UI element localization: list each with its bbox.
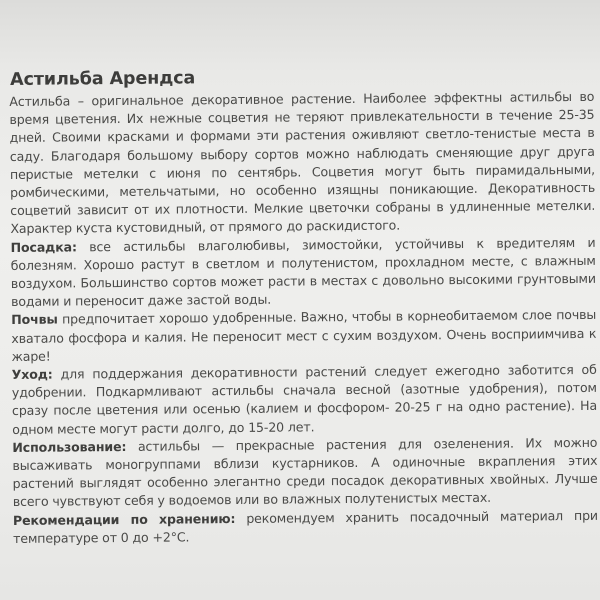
usage-text: астильбы — прекрасные растения для озеленения. Их можно высаживать моногруппами вблизи кустарников. А одиночные вкрапления этих растений выглядят особенно элегантно среди посадок декоративных хвойных. Лучше всего чувствуют себя у водоемов или во влажных полутенистых местах. <box>12 434 598 510</box>
storage-paragraph <box>10 507 600 549</box>
usage-heading: Использование: <box>12 438 127 455</box>
intro-paragraph: Астильба – оригинальное декоративное растение. Наиболее эффектны астильбы во время цветения. Их нежные соцветия не теряют привлекательности в течение 25-35 дней. Своими красками и формами эти растения оживляют светло-тенистые места в саду. Благодаря большому выбору сортов можно наблюдать сменяющие друг друга перистые метелки с июня по сентябрь. Соцветия могут быть пирамидальными, ромбическими, метельчатыми, но особенно изящны поникающие. Декоративность соцветий зависит от их плотности. Мелкие цветочки собраны в удлиненные метелки. Характер куста кустовидный, от прямого до раскидистого. <box>9 88 596 237</box>
soil-text: предпочитает хорошо удобренные. Важно, чтобы в корнеобитаемом слое почвы хватало фосфора и калия. Не переносит мест с сухим воздухом. Очень восприимчива к жаре! <box>11 307 597 364</box>
soil-heading: Почвы <box>11 311 58 328</box>
soil-paragraph <box>8 306 598 366</box>
planting-text: все астильбы влаголюбивы, зимостойки, устойчивы к вредителям и болезням. Хорошо растут в светлом и полутенистом, прохладном месте, с влажным воздухом. Большинство сортов может расти в местах с довольно высокими грунтовыми водами и переносит даже застой воды. <box>10 234 596 310</box>
care-paragraph <box>9 361 600 439</box>
product-label <box>6 61 600 546</box>
usage-paragraph <box>9 434 600 512</box>
storage-text: рекомендуем хранить посадочный материал при температуре от 0 до +2°С. <box>13 507 599 546</box>
planting-paragraph <box>8 233 599 311</box>
planting-heading: Посадка: <box>10 239 77 255</box>
document-title: Астильба Арендса <box>10 68 196 90</box>
storage-heading: Рекомендации по хранению: <box>12 510 236 528</box>
care-text: для поддержания декоративности растений следует ежегодно заботится об удобрении. Подкармливают астильбы сначала весной (азотные удобрения), потом сразу после цветения или осенью (калием и фосфором- 20-25 г на одно растение). На одном месте могут расти долго, до 15-20 лет. <box>11 361 598 437</box>
care-heading: Уход: <box>11 366 53 383</box>
